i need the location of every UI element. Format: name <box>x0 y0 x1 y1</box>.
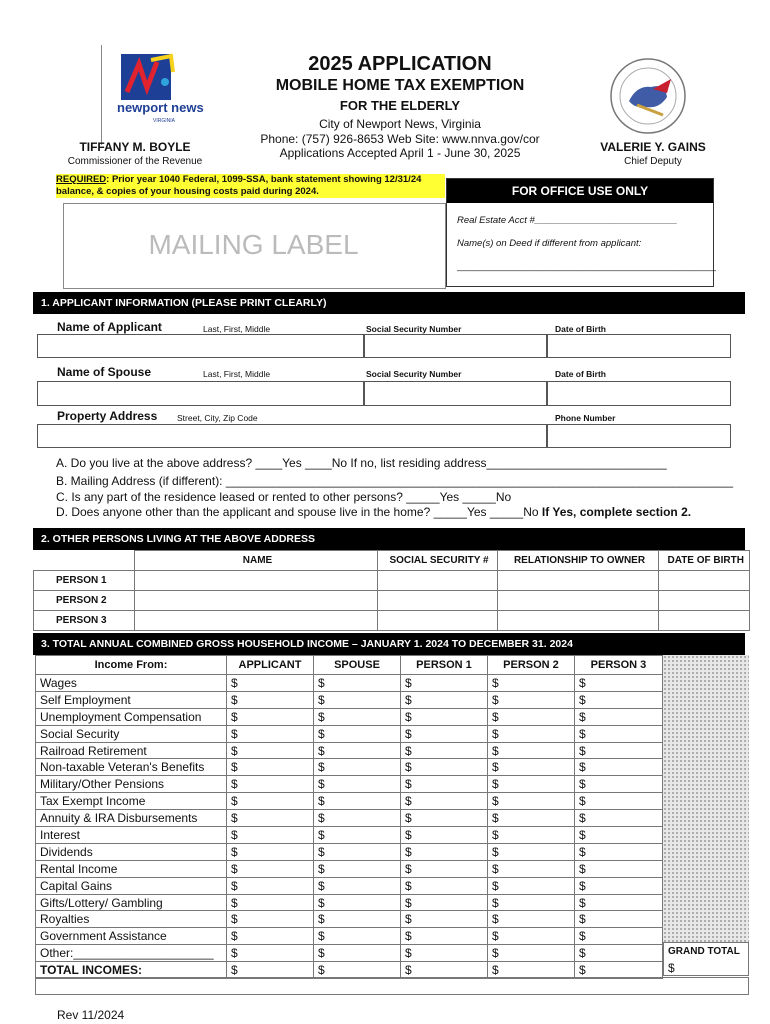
blank-bottom-row <box>35 977 749 995</box>
income-source-label: Annuity & IRA Disbursements <box>36 810 227 827</box>
person3-name[interactable] <box>134 611 377 631</box>
income-from-header: Income From: <box>36 656 227 675</box>
income-amount-cell[interactable]: $ <box>314 793 401 810</box>
table-row <box>34 611 750 631</box>
income-amount-cell[interactable]: $ <box>314 691 401 708</box>
person2-ssn[interactable] <box>377 591 497 611</box>
income-amount-cell[interactable]: $ <box>488 708 575 725</box>
income-amount-cell[interactable]: $ <box>314 860 401 877</box>
section1-title: 1. APPLICANT INFORMATION (PLEASE PRINT CLEARLY) <box>33 292 745 314</box>
income-amount-cell[interactable]: $ <box>488 843 575 860</box>
phone-number-label: Phone Number <box>555 413 616 423</box>
income-amount-cell[interactable]: $ <box>227 691 314 708</box>
income-amount-cell[interactable]: $ <box>401 691 488 708</box>
income-source-label: Unemployment Compensation <box>36 708 227 725</box>
income-source-label: TOTAL INCOMES: <box>36 962 227 979</box>
deed-names-line: _________________________________________________ <box>457 261 716 272</box>
income-amount-cell[interactable]: $ <box>401 708 488 725</box>
table-row <box>36 742 663 759</box>
income-amount-cell[interactable]: $ <box>488 894 575 911</box>
income-amount-cell[interactable]: $ <box>227 742 314 759</box>
real-estate-acct: Real Estate Acct #___________________________ <box>457 215 678 226</box>
income-source-label: Royalties <box>36 911 227 928</box>
income-amount-cell[interactable]: $ <box>488 911 575 928</box>
income-amount-cell[interactable]: $ <box>488 810 575 827</box>
table-row <box>36 827 663 844</box>
income-amount-cell[interactable]: $ <box>227 945 314 962</box>
income-amount-cell[interactable]: $ <box>227 675 314 692</box>
deed-names-label: Name(s) on Deed if different from applicant: <box>457 238 642 249</box>
income-source-label: Self Employment <box>36 691 227 708</box>
col-relationship: RELATIONSHIP TO OWNER <box>497 551 658 571</box>
income-amount-cell[interactable]: $ <box>488 877 575 894</box>
income-source-label: Other:_____________________ <box>36 945 227 962</box>
table-row <box>36 793 663 810</box>
person1-relationship[interactable] <box>497 571 658 591</box>
income-amount-cell[interactable]: $ <box>575 759 663 776</box>
required-label: REQUIRED <box>56 174 107 185</box>
income-amount-cell[interactable]: $ <box>488 962 575 979</box>
table-row <box>36 725 663 742</box>
table-row <box>34 591 750 611</box>
table-row <box>36 945 663 962</box>
person1-name[interactable] <box>134 571 377 591</box>
applicant-ssn-field[interactable] <box>364 334 547 358</box>
svg-text:newport news: newport news <box>117 100 204 115</box>
income-amount-cell[interactable]: $ <box>227 894 314 911</box>
question-c: C. Is any part of the residence leased or rented to other persons? _____Yes _____No <box>56 490 512 504</box>
table-row <box>36 843 663 860</box>
income-amount-cell[interactable]: $ <box>401 962 488 979</box>
income-amount-cell[interactable]: $ <box>314 928 401 945</box>
income-amount-cell[interactable]: $ <box>575 776 663 793</box>
income-amount-cell[interactable]: $ <box>488 860 575 877</box>
spouse-dob-label: Date of Birth <box>555 369 606 379</box>
spouse-name-label: Name of Spouse <box>57 365 152 379</box>
income-source-label: Interest <box>36 827 227 844</box>
income-amount-cell[interactable]: $ <box>314 759 401 776</box>
table-row <box>36 894 663 911</box>
question-d-text: D. Does anyone other than the applicant and spouse live in the home? _____Yes _____No <box>56 505 542 519</box>
income-source-label: Social Security <box>36 725 227 742</box>
income-amount-cell[interactable]: $ <box>575 691 663 708</box>
table-row <box>36 675 663 692</box>
spouse-name-field[interactable] <box>37 381 364 406</box>
income-amount-cell[interactable]: $ <box>575 928 663 945</box>
income-amount-cell[interactable]: $ <box>401 742 488 759</box>
table-row <box>36 759 663 776</box>
income-source-label: Tax Exempt Income <box>36 793 227 810</box>
grand-total-label: GRAND TOTAL <box>668 946 740 957</box>
person3-dob[interactable] <box>658 611 750 631</box>
city-name: City of Newport News, Virginia <box>319 117 481 131</box>
income-amount-cell[interactable]: $ <box>314 742 401 759</box>
table-row <box>36 776 663 793</box>
col-person1: PERSON 1 <box>401 656 488 675</box>
applicant-name-hint: Last, First, Middle <box>203 324 271 334</box>
table-row <box>36 928 663 945</box>
table-row <box>36 708 663 725</box>
other-persons-table <box>33 550 750 631</box>
income-header <box>36 656 663 675</box>
newport-news-logo <box>113 52 204 124</box>
income-amount-cell[interactable]: $ <box>314 725 401 742</box>
applicant-dob-label: Date of Birth <box>555 324 606 334</box>
income-amount-cell[interactable]: $ <box>314 708 401 725</box>
office-use-box <box>446 178 714 287</box>
commissioner-name: TIFFANY M. BOYLE <box>79 140 191 154</box>
income-amount-cell[interactable]: $ <box>401 675 488 692</box>
applicant-name-field[interactable] <box>37 334 364 358</box>
question-d-instruction: If Yes, complete section 2. <box>541 505 692 519</box>
mailing-label-text: MAILING LABEL <box>148 229 359 260</box>
income-amount-cell[interactable]: $ <box>488 945 575 962</box>
person-label: PERSON 3 <box>34 611 135 631</box>
grand-total-box <box>663 942 749 976</box>
table-row <box>34 571 750 591</box>
income-amount-cell[interactable]: $ <box>575 675 663 692</box>
required-notice <box>56 174 445 198</box>
spouse-name-hint: Last, First, Middle <box>203 369 271 379</box>
income-amount-cell[interactable]: $ <box>314 776 401 793</box>
col-person2: PERSON 2 <box>488 656 575 675</box>
income-amount-cell[interactable]: $ <box>575 877 663 894</box>
question-d <box>56 505 691 519</box>
income-amount-cell[interactable]: $ <box>314 843 401 860</box>
income-amount-cell[interactable]: $ <box>488 691 575 708</box>
income-source-label: Military/Other Pensions <box>36 776 227 793</box>
col-person3: PERSON 3 <box>575 656 663 675</box>
person2-relationship[interactable] <box>497 591 658 611</box>
income-source-label: Capital Gains <box>36 877 227 894</box>
income-amount-cell[interactable]: $ <box>401 776 488 793</box>
income-amount-cell[interactable]: $ <box>401 827 488 844</box>
table-row <box>36 962 663 979</box>
application-dates: Applications Accepted April 1 - June 30, 2025 <box>279 146 521 160</box>
income-amount-cell[interactable]: $ <box>575 708 663 725</box>
income-amount-cell[interactable]: $ <box>227 725 314 742</box>
income-amount-cell[interactable]: $ <box>575 945 663 962</box>
income-amount-cell[interactable]: $ <box>401 793 488 810</box>
income-amount-cell[interactable]: $ <box>401 894 488 911</box>
office-use-title: FOR OFFICE USE ONLY <box>447 179 713 203</box>
income-amount-cell[interactable]: $ <box>401 877 488 894</box>
income-amount-cell[interactable]: $ <box>488 725 575 742</box>
income-amount-cell[interactable]: $ <box>227 860 314 877</box>
income-amount-cell[interactable]: $ <box>575 911 663 928</box>
contact-line: Phone: (757) 926-8653 Web Site: www.nnva.gov/cor <box>260 131 540 146</box>
commissioner-title: Commissioner of the Revenue <box>67 156 203 167</box>
income-amount-cell[interactable]: $ <box>227 793 314 810</box>
income-amount-cell[interactable]: $ <box>488 776 575 793</box>
deputy-name: VALERIE Y. GAINS <box>600 140 706 154</box>
deputy-title: Chief Deputy <box>624 156 682 167</box>
income-amount-cell[interactable]: $ <box>401 911 488 928</box>
income-amount-cell[interactable]: $ <box>401 860 488 877</box>
person3-ssn[interactable] <box>377 611 497 631</box>
income-amount-cell[interactable]: $ <box>227 810 314 827</box>
col-name: NAME <box>134 551 377 571</box>
revision-date: Rev 11/2024 <box>57 1008 125 1022</box>
phone-number-field[interactable] <box>547 424 731 448</box>
income-amount-cell[interactable]: $ <box>488 742 575 759</box>
hatched-area <box>663 655 749 943</box>
income-amount-cell[interactable]: $ <box>314 810 401 827</box>
income-source-label: Railroad Retirement <box>36 742 227 759</box>
income-amount-cell[interactable]: $ <box>401 945 488 962</box>
person3-relationship[interactable] <box>497 611 658 631</box>
grand-total-value[interactable]: $ <box>668 961 675 975</box>
col-applicant: APPLICANT <box>227 656 314 675</box>
property-address-field[interactable] <box>37 424 547 448</box>
income-body <box>36 675 663 979</box>
income-amount-cell[interactable]: $ <box>575 962 663 979</box>
table-row <box>36 877 663 894</box>
person1-ssn[interactable] <box>377 571 497 591</box>
section3-title: 3. TOTAL ANNUAL COMBINED GROSS HOUSEHOLD INCOME – JANUARY 1. 2024 TO DECEMBER 31. 2024 <box>33 633 745 655</box>
income-amount-cell[interactable]: $ <box>227 776 314 793</box>
property-address-label: Property Address <box>57 409 158 423</box>
applicant-name-label: Name of Applicant <box>57 320 162 334</box>
header-divider <box>101 45 102 145</box>
income-amount-cell[interactable]: $ <box>575 810 663 827</box>
other-persons-header <box>34 551 750 571</box>
income-amount-cell[interactable]: $ <box>575 894 663 911</box>
income-amount-cell[interactable]: $ <box>575 725 663 742</box>
deputy-block <box>588 140 718 167</box>
person-label: PERSON 2 <box>34 591 135 611</box>
income-amount-cell[interactable]: $ <box>227 827 314 844</box>
income-amount-cell[interactable]: $ <box>227 877 314 894</box>
income-amount-cell[interactable]: $ <box>314 945 401 962</box>
income-amount-cell[interactable]: $ <box>314 911 401 928</box>
question-a: A. Do you live at the above address? ____Yes ____No If no, list residing address___________________________ <box>56 456 667 470</box>
income-amount-cell[interactable]: $ <box>314 962 401 979</box>
col-spouse: SPOUSE <box>314 656 401 675</box>
svg-text:VIRGINIA: VIRGINIA <box>153 118 175 124</box>
spouse-ssn-field[interactable] <box>364 381 547 406</box>
income-amount-cell[interactable]: $ <box>314 675 401 692</box>
required-text: : Prior year 1040 Federal, 1099-SSA, bank statement showing 12/31/24 balance, & copies of your housing costs paid during 2024. <box>56 174 422 197</box>
person1-dob[interactable] <box>658 571 750 591</box>
applicant-dob-field[interactable] <box>547 334 731 358</box>
table-row <box>36 860 663 877</box>
income-amount-cell[interactable]: $ <box>488 759 575 776</box>
income-amount-cell[interactable]: $ <box>227 962 314 979</box>
person-label: PERSON 1 <box>34 571 135 591</box>
office-contact-block <box>220 117 580 161</box>
income-source-label: Rental Income <box>36 860 227 877</box>
person2-dob[interactable] <box>658 591 750 611</box>
income-amount-cell[interactable]: $ <box>488 928 575 945</box>
question-b: B. Mailing Address (if different): ____________________________________________________________________________ <box>56 474 734 488</box>
income-amount-cell[interactable]: $ <box>314 877 401 894</box>
income-amount-cell[interactable]: $ <box>227 708 314 725</box>
spouse-dob-field[interactable] <box>547 381 731 406</box>
income-amount-cell[interactable]: $ <box>575 827 663 844</box>
income-amount-cell[interactable]: $ <box>575 843 663 860</box>
applicant-ssn-label: Social Security Number <box>366 324 462 334</box>
income-amount-cell[interactable]: $ <box>575 860 663 877</box>
income-amount-cell[interactable]: $ <box>401 928 488 945</box>
form-title: 2025 APPLICATION <box>308 53 492 75</box>
col-dob: DATE OF BIRTH <box>658 551 750 571</box>
commissioner-seal <box>607 57 689 135</box>
income-amount-cell[interactable]: $ <box>488 827 575 844</box>
income-table <box>35 655 663 979</box>
table-row <box>36 810 663 827</box>
income-amount-cell[interactable]: $ <box>488 793 575 810</box>
income-amount-cell[interactable]: $ <box>227 928 314 945</box>
income-amount-cell[interactable]: $ <box>401 810 488 827</box>
income-amount-cell[interactable]: $ <box>314 827 401 844</box>
income-amount-cell[interactable]: $ <box>488 675 575 692</box>
income-amount-cell[interactable]: $ <box>401 759 488 776</box>
income-source-label: Government Assistance <box>36 928 227 945</box>
income-amount-cell[interactable]: $ <box>401 725 488 742</box>
income-source-label: Wages <box>36 675 227 692</box>
blank-header <box>34 551 135 571</box>
income-amount-cell[interactable]: $ <box>575 742 663 759</box>
income-amount-cell[interactable]: $ <box>227 759 314 776</box>
col-ssn: SOCIAL SECURITY # <box>377 551 497 571</box>
section2-title: 2. OTHER PERSONS LIVING AT THE ABOVE ADDRESS <box>33 528 745 550</box>
income-amount-cell[interactable]: $ <box>314 894 401 911</box>
spouse-ssn-label: Social Security Number <box>366 369 462 379</box>
commissioner-block <box>60 140 210 167</box>
form-subtitle-elderly: FOR THE ELDERLY <box>339 98 461 113</box>
income-source-label: Gifts/Lottery/ Gambling <box>36 894 227 911</box>
person2-name[interactable] <box>134 591 377 611</box>
income-amount-cell[interactable]: $ <box>575 793 663 810</box>
table-row <box>36 911 663 928</box>
income-amount-cell[interactable]: $ <box>227 911 314 928</box>
property-address-hint: Street, City, Zip Code <box>177 413 258 423</box>
income-amount-cell[interactable]: $ <box>401 843 488 860</box>
income-source-label: Non-taxable Veteran's Benefits <box>36 759 227 776</box>
income-source-label: Dividends <box>36 843 227 860</box>
form-subtitle: MOBILE HOME TAX EXEMPTION <box>275 77 525 94</box>
table-row <box>36 691 663 708</box>
income-amount-cell[interactable]: $ <box>227 843 314 860</box>
